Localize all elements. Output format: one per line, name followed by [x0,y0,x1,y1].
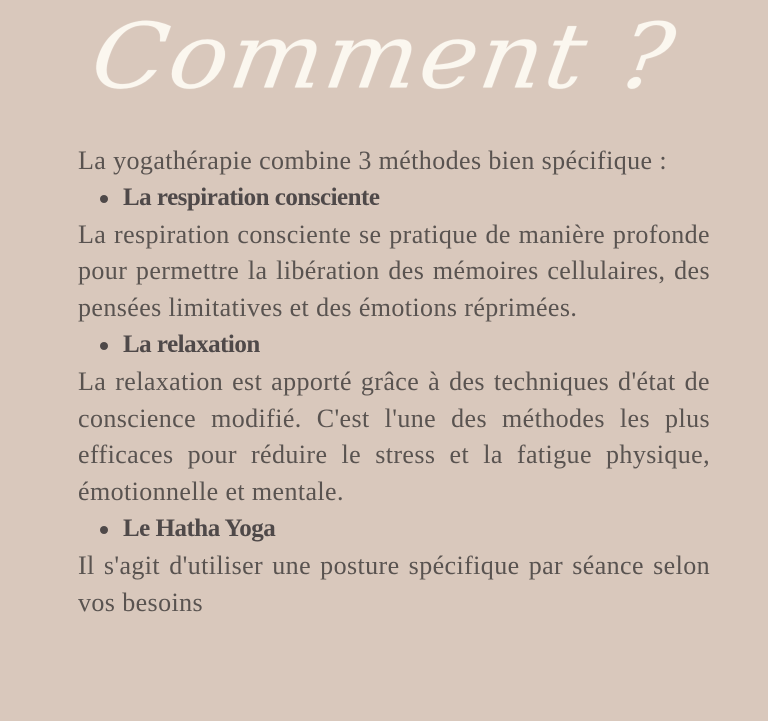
section-heading-respiration [78,180,710,217]
bullet-dot-icon [100,195,108,203]
bullet-dot-icon [100,526,108,534]
section-heading-label: Le Hatha Yoga [123,514,276,542]
intro-paragraph: La yogathérapie combine 3 méthodes bien spécifique : [78,146,667,175]
page-title: Comment ? [84,4,684,110]
section-paragraph-hatha-yoga: Il s'agit d'utiliser une posture spécifique par séance selon vos besoins [78,550,710,617]
section-paragraph-relaxation: La relaxation est apporté grâce à des techniques d'état de conscience modifié. C'est l'une des méthodes les plus efficaces pour réduire le stress et la fatigue physique, émotionnelle et mentale. [78,366,710,507]
section-heading-relaxation [78,327,710,364]
section-heading-label: La respiration consciente [123,183,380,211]
content-body [78,143,710,621]
section-heading-hatha-yoga [78,511,710,548]
bullet-dot-icon [100,342,108,350]
section-paragraph-respiration: La respiration consciente se pratique de manière profonde pour permettre la libération des mémoires cellulaires, des pensées limitatives et des émotions réprimées. [78,219,710,323]
section-heading-label: La relaxation [123,330,260,358]
